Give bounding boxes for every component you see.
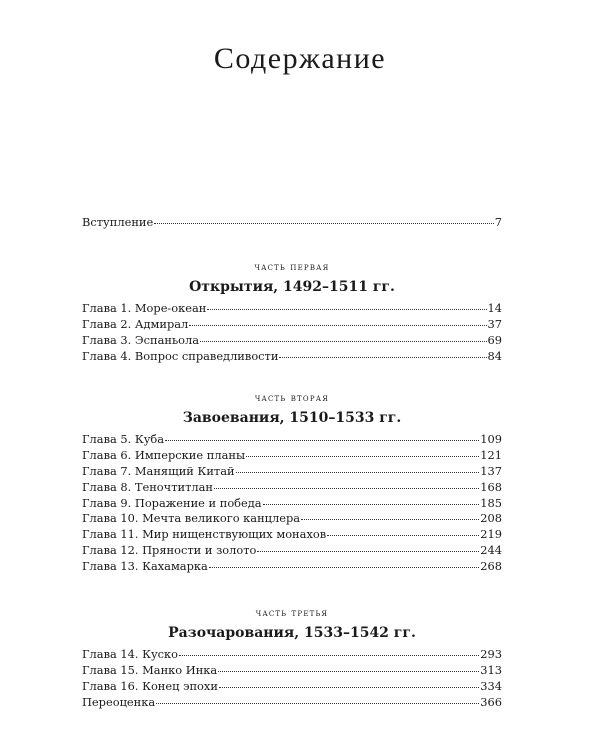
toc-entry-page: 137 xyxy=(480,463,502,478)
toc-entry-label: Глава 15. Манко Инка xyxy=(82,662,218,677)
toc-entry-label: Глава 10. Мечта великого канцлера xyxy=(82,511,301,526)
toc-intro xyxy=(82,215,502,231)
leader-dots xyxy=(263,503,480,505)
leader-dots xyxy=(246,455,479,457)
toc-entry[interactable] xyxy=(82,543,502,559)
toc-entry-page: 366 xyxy=(480,694,502,709)
toc-entry-label: Глава 4. Вопрос справедливости xyxy=(82,348,279,363)
toc-entry-label: Глава 1. Море-океан xyxy=(82,301,207,315)
toc-entry-label: Переоценка xyxy=(82,694,156,709)
toc-entry-label: Глава 6. Имперские планы xyxy=(82,447,246,462)
toc-entry[interactable] xyxy=(82,679,502,695)
leader-dots xyxy=(189,324,486,326)
toc-entry-page: 268 xyxy=(480,559,502,574)
toc-part-2 xyxy=(82,432,502,575)
toc-entry-page: 219 xyxy=(480,527,502,542)
leader-dots xyxy=(301,518,479,520)
leader-dots xyxy=(218,670,479,672)
toc-entry-label: Глава 14. Куско xyxy=(82,647,179,661)
toc-entry-page: 7 xyxy=(494,215,502,229)
part-title: Завоевания, 1510–1533 гг. xyxy=(182,410,402,426)
toc-entry-label: Глава 2. Адмирал xyxy=(82,316,189,331)
toc-entry-page: 109 xyxy=(480,432,502,446)
leader-dots xyxy=(219,686,479,688)
toc-entry-page: 69 xyxy=(487,332,502,347)
leader-dots xyxy=(156,702,479,704)
page-title: Содержание xyxy=(213,42,387,75)
leader-dots xyxy=(279,356,486,358)
toc-entry[interactable] xyxy=(82,464,502,480)
toc-entry-page: 334 xyxy=(480,678,502,693)
toc-entry-label: Глава 13. Кахамарка xyxy=(82,559,208,574)
leader-dots xyxy=(209,566,479,568)
toc-entry-page: 185 xyxy=(480,495,502,510)
part-title: Открытия, 1492–1511 гг. xyxy=(189,279,395,295)
toc-entry-page: 293 xyxy=(480,647,502,661)
toc-entry[interactable] xyxy=(82,448,502,464)
toc-entry-label: Глава 8. Теночтитлан xyxy=(82,479,214,494)
toc-entry-label: Глава 11. Мир нищенствующих монахов xyxy=(82,527,327,542)
toc-entry-page: 37 xyxy=(487,316,502,331)
toc-entry-label: Глава 7. Манящий Китай xyxy=(82,463,235,478)
leader-dots xyxy=(179,654,479,656)
part-title: Разочарования, 1533–1542 гг. xyxy=(168,625,416,641)
toc-entry-page: 14 xyxy=(487,301,502,315)
leader-dots xyxy=(327,534,479,536)
toc-entry[interactable] xyxy=(82,663,502,679)
toc-entry[interactable] xyxy=(82,496,502,512)
leader-dots xyxy=(200,340,486,342)
toc-entry-label: Глава 16. Конец эпохи xyxy=(82,678,218,693)
toc-entry-page: 168 xyxy=(480,479,502,494)
toc-entry[interactable] xyxy=(82,215,502,231)
toc-entry-page: 208 xyxy=(480,511,502,526)
leader-dots xyxy=(165,439,479,441)
leader-dots xyxy=(214,487,479,489)
toc-entry-label: Глава 12. Пряности и золото xyxy=(82,543,257,558)
part-label: часть вторая xyxy=(254,393,330,404)
toc-part-1 xyxy=(82,301,502,365)
leader-dots xyxy=(257,550,479,552)
toc-entry[interactable] xyxy=(82,333,502,349)
toc-entry-label: Глава 5. Куба xyxy=(82,432,165,446)
part-label: часть третья xyxy=(255,608,329,619)
part-label: часть первая xyxy=(254,262,330,273)
leader-dots xyxy=(236,471,480,473)
toc-entry[interactable] xyxy=(82,301,502,317)
toc-entry-page: 244 xyxy=(480,543,502,558)
toc-part-3 xyxy=(82,647,502,711)
toc-entry[interactable] xyxy=(82,695,502,711)
toc-entry-label: Глава 3. Эспаньола xyxy=(82,332,200,347)
leader-dots xyxy=(207,308,486,310)
toc-entry[interactable] xyxy=(82,480,502,496)
toc-entry[interactable] xyxy=(82,432,502,448)
leader-dots xyxy=(154,222,494,224)
toc-entry[interactable] xyxy=(82,527,502,543)
toc-entry[interactable] xyxy=(82,559,502,575)
toc-entry-page: 313 xyxy=(480,662,502,677)
toc-entry-label: Вступление xyxy=(82,215,154,229)
toc-entry[interactable] xyxy=(82,349,502,365)
toc-entry-label: Глава 9. Поражение и победа xyxy=(82,495,262,510)
toc-entry[interactable] xyxy=(82,511,502,527)
toc-entry[interactable] xyxy=(82,317,502,333)
toc-entry[interactable] xyxy=(82,647,502,663)
toc-entry-page: 84 xyxy=(487,348,502,363)
toc-entry-page: 121 xyxy=(480,447,502,462)
